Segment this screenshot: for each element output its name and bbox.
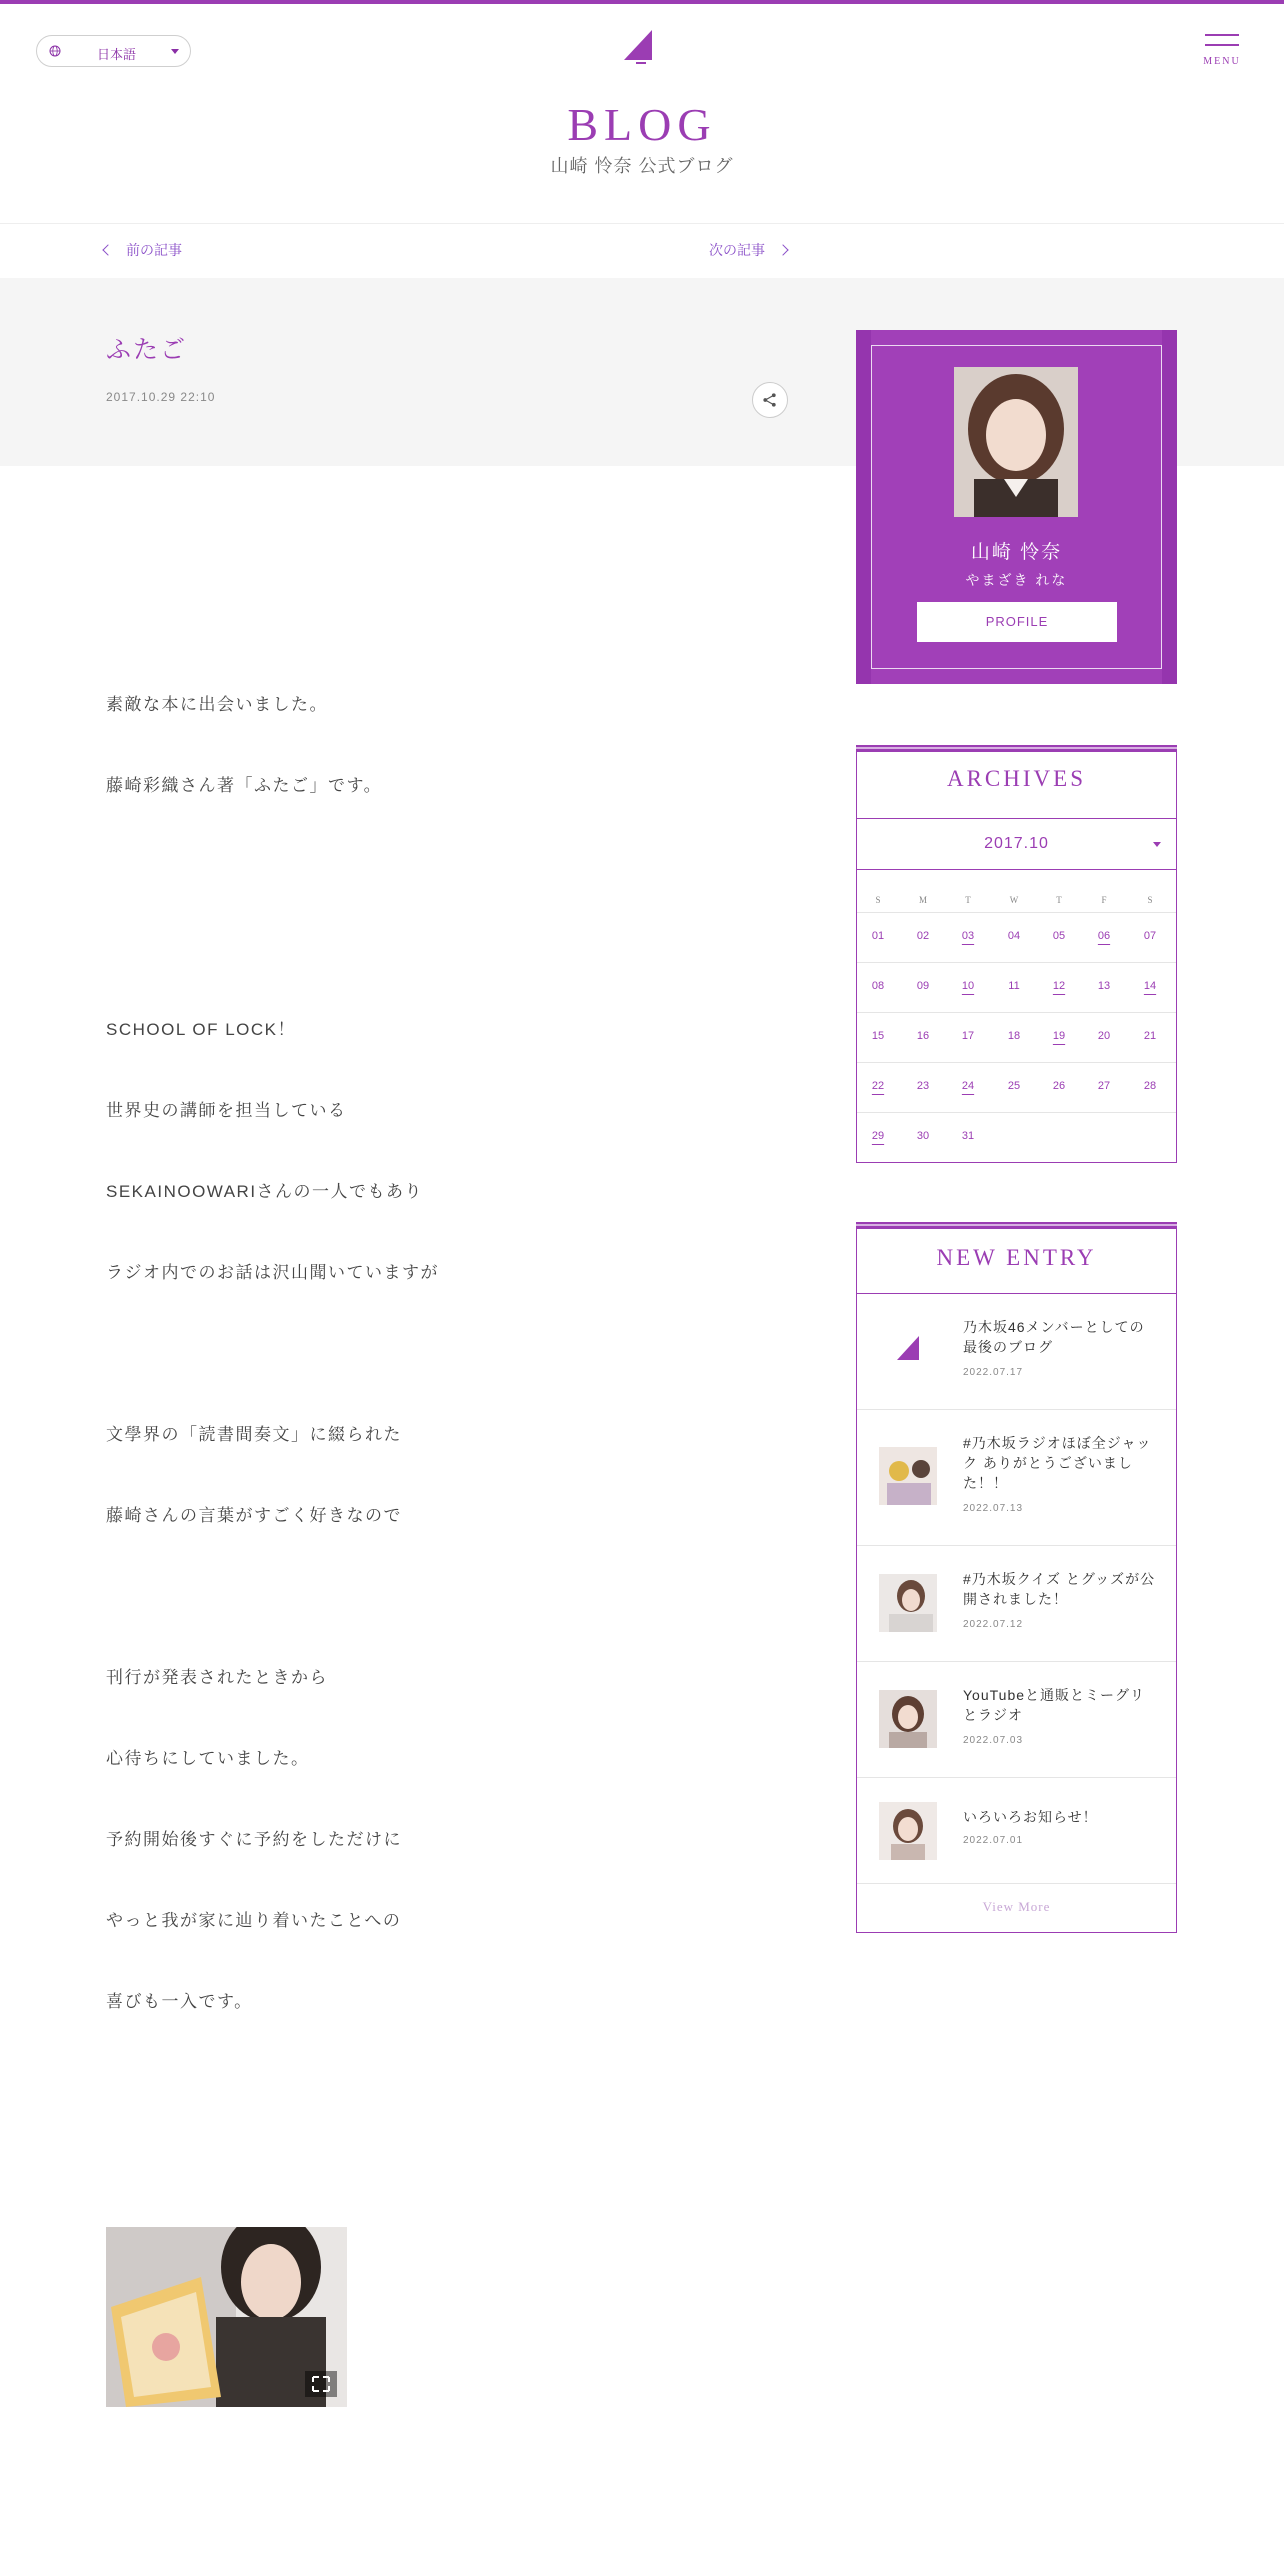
calendar-day[interactable]: 14 xyxy=(1143,980,1157,992)
calendar-day[interactable]: 10 xyxy=(961,980,975,992)
calendar-row-divider xyxy=(857,1012,1176,1013)
entry-line: 世界史の講師を担当している xyxy=(106,1101,347,1120)
top-accent-bar xyxy=(0,0,1284,4)
new-entry-item[interactable] xyxy=(857,1661,1176,1777)
next-article-link[interactable] xyxy=(709,240,787,260)
logo[interactable] xyxy=(622,30,656,68)
entry-thumbnail xyxy=(879,1447,937,1505)
profile-name: 山崎 怜奈 xyxy=(970,542,1063,563)
calendar-day: 31 xyxy=(961,1130,975,1142)
profile-button[interactable]: PROFILE xyxy=(917,602,1117,642)
calendar-day: 05 xyxy=(1052,930,1066,942)
caret-down-icon xyxy=(1153,842,1161,847)
entry-date: 2017.10.29 22:10 xyxy=(106,390,216,404)
calendar-weekday: T xyxy=(965,895,971,905)
calendar-weekday: S xyxy=(1147,895,1153,905)
menu-label: MENU xyxy=(1203,56,1241,67)
archives-month-select[interactable] xyxy=(857,819,1176,869)
calendar-day: 18 xyxy=(1007,1030,1021,1042)
calendar-day: 26 xyxy=(1052,1080,1066,1092)
calendar-day: 11 xyxy=(1008,980,1020,992)
calendar-day: 23 xyxy=(916,1080,930,1092)
entry-line: 心待ちにしていました。 xyxy=(106,1749,310,1768)
calendar-day: 09 xyxy=(916,980,930,992)
new-entry-item-title: #乃木坂ラジオほぼ全ジャック ありがとうございました！！ xyxy=(963,1435,1152,1491)
calendar-day: 08 xyxy=(871,980,885,992)
entry-line: 藤崎彩織さん著「ふたご」です。 xyxy=(106,776,383,795)
new-entry-item[interactable] xyxy=(857,1777,1176,1883)
new-entry-title: NEW ENTRY xyxy=(936,1245,1097,1270)
entry-line: ラジオ内でのお話は沢山聞いていますが xyxy=(106,1263,439,1282)
share-icon xyxy=(753,383,787,417)
entry-line: やっと我が家に辿り着いたことへの xyxy=(106,1911,402,1930)
new-entry-item[interactable] xyxy=(857,1545,1176,1661)
new-entry-item-date: 2022.07.03 xyxy=(963,1735,1024,1746)
new-entry-item-date: 2022.07.12 xyxy=(963,1619,1024,1630)
calendar-day[interactable]: 06 xyxy=(1097,930,1111,942)
archives-widget xyxy=(856,745,1177,1163)
new-entry-widget xyxy=(856,1222,1177,1933)
calendar-weekday: S xyxy=(875,895,881,905)
menu-button[interactable] xyxy=(1200,32,1244,72)
page-subtitle: 山崎 怜奈 公式ブログ xyxy=(550,156,734,176)
view-more-link[interactable]: View More xyxy=(982,1899,1051,1914)
calendar-day: 02 xyxy=(916,930,930,942)
new-entry-item-date: 2022.07.13 xyxy=(963,1503,1024,1514)
expand-icon[interactable] xyxy=(305,2371,337,2397)
calendar-weekday: M xyxy=(918,895,927,905)
entry-photo[interactable] xyxy=(106,2227,347,2407)
entry-thumbnail xyxy=(879,1690,937,1748)
profile-kana: やまざき れな xyxy=(965,572,1068,588)
calendar-row-divider xyxy=(857,1112,1176,1113)
new-entry-item[interactable] xyxy=(857,1293,1176,1409)
new-entry-item-title: いろいろお知らせ！ xyxy=(963,1809,1098,1825)
new-entry-item-title: YouTubeと通販とミーグリとラジオ xyxy=(963,1687,1146,1723)
share-button[interactable] xyxy=(752,382,788,418)
calendar-weekday: F xyxy=(1101,895,1107,905)
prev-article-label: 前の記事 xyxy=(126,242,182,258)
entry-line: 藤崎さんの言葉がすごく好きなので xyxy=(106,1506,402,1525)
calendar-row-divider xyxy=(857,1062,1176,1063)
entry-title: ふたご xyxy=(106,336,188,364)
entry-line: 喜びも一入です。 xyxy=(106,1992,253,2011)
calendar-day: 07 xyxy=(1143,930,1157,942)
prev-article-link[interactable] xyxy=(104,240,182,260)
globe-icon xyxy=(49,45,61,57)
entry-line: SEKAINOOWARIさんの一人でもあり xyxy=(106,1182,424,1201)
calendar-day: 20 xyxy=(1097,1030,1111,1042)
language-selector[interactable] xyxy=(36,35,191,67)
new-entry-item-date: 2022.07.01 xyxy=(963,1835,1024,1846)
calendar-weekday: W xyxy=(1009,895,1019,905)
entry-line: 素敵な本に出会いました。 xyxy=(106,695,328,714)
language-label: 日本語 xyxy=(97,47,137,62)
calendar-day: 17 xyxy=(961,1030,975,1042)
menu-icon xyxy=(1205,34,1239,36)
entry-thumbnail xyxy=(879,1574,937,1632)
calendar-row-divider xyxy=(857,912,1176,913)
archives-month-value: 2017.10 xyxy=(984,835,1049,852)
entry-line: 文學界の「読書間奏文」に綴られた xyxy=(106,1425,402,1444)
calendar-day[interactable]: 29 xyxy=(871,1130,885,1142)
calendar-row-divider xyxy=(857,962,1176,963)
calendar-day: 01 xyxy=(871,930,885,942)
new-entry-item-date: 2022.07.17 xyxy=(963,1367,1024,1378)
calendar-day[interactable]: 24 xyxy=(961,1080,975,1092)
new-entry-item-title: 乃木坂46メンバーとしての最後のブログ xyxy=(963,1319,1145,1355)
calendar-day: 21 xyxy=(1143,1030,1157,1042)
calendar-day: 25 xyxy=(1007,1080,1021,1092)
calendar-day: 15 xyxy=(871,1030,885,1042)
calendar-day[interactable]: 19 xyxy=(1052,1030,1066,1042)
entry-thumbnail xyxy=(879,1322,937,1380)
divider xyxy=(857,1883,1176,1884)
widget-pattern xyxy=(856,745,1177,752)
calendar-day[interactable]: 22 xyxy=(871,1080,885,1092)
calendar-day: 28 xyxy=(1143,1080,1157,1092)
calendar-day: 04 xyxy=(1007,930,1021,942)
profile-card xyxy=(856,330,1177,684)
chevron-right-icon xyxy=(777,244,788,255)
new-entry-item[interactable] xyxy=(857,1409,1176,1545)
calendar-day: 27 xyxy=(1097,1080,1111,1092)
new-entry-item-title: #乃木坂クイズ とグッズが公開されました！ xyxy=(963,1571,1156,1607)
calendar-day: 13 xyxy=(1097,980,1111,992)
archives-title: ARCHIVES xyxy=(946,766,1086,791)
entry-line: SCHOOL OF LOCK！ xyxy=(106,1020,297,1039)
chevron-left-icon xyxy=(102,244,113,255)
entry-thumbnail xyxy=(879,1802,937,1860)
calendar-day[interactable]: 03 xyxy=(961,930,975,942)
divider xyxy=(857,869,1176,870)
calendar-day: 16 xyxy=(916,1030,930,1042)
calendar-day[interactable]: 12 xyxy=(1052,980,1066,992)
entry-line: 刊行が発表されたときから xyxy=(106,1668,328,1687)
widget-pattern xyxy=(856,1222,1177,1229)
menu-icon-bar xyxy=(1205,44,1239,46)
calendar-weekday: T xyxy=(1056,895,1062,905)
entry-line: 予約開始後すぐに予約をしただけに xyxy=(106,1830,402,1849)
avatar xyxy=(954,367,1078,517)
page-title: BLOG xyxy=(567,99,717,150)
divider xyxy=(0,223,1284,224)
caret-down-icon xyxy=(171,49,179,54)
calendar-day: 30 xyxy=(916,1130,930,1142)
next-article-label: 次の記事 xyxy=(709,242,765,258)
